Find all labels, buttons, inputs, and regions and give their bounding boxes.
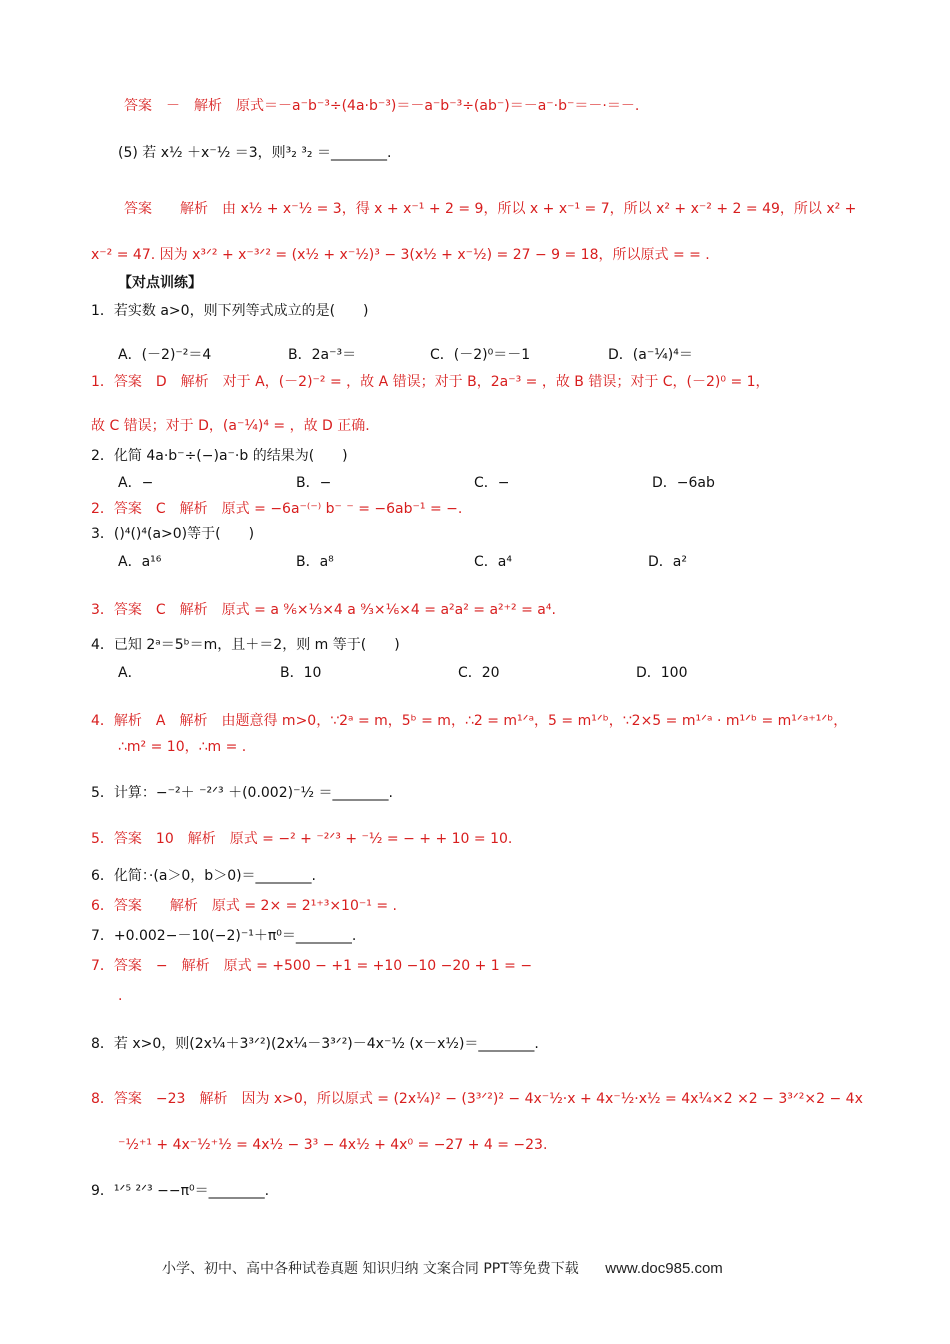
exercise-1: 1．若实数 a>0，则下列等式成立的是( ) bbox=[91, 303, 369, 319]
exercise-3-option-c: C．a⁴ bbox=[474, 554, 512, 570]
exercise-4: 4．已知 2ᵃ＝5ᵇ＝m，且＋＝2，则 m 等于( ) bbox=[91, 637, 400, 653]
question-5: (5) 若 x½ ＋x⁻½ ＝3，则³₂ ³₂ ＝________. bbox=[118, 145, 392, 161]
answer-5: 5．答案 10 解析 原式 = −² + ⁻²ᐟ³ + ⁻½ = − + + 10 = 10. bbox=[91, 831, 513, 847]
exercise-4-option-d: D．100 bbox=[636, 665, 688, 681]
answer-4-line-2: ∴m² = 10，∴m = . bbox=[118, 739, 247, 755]
exercise-4-option-b: B．10 bbox=[280, 665, 322, 681]
exercise-3: 3．()⁴()⁴(a>0)等于( ) bbox=[91, 526, 255, 542]
answer-7-tail: . bbox=[118, 988, 123, 1004]
exercise-1-option-b: B．2a⁻³＝ bbox=[288, 347, 357, 363]
exercise-2-option-b: B．− bbox=[296, 475, 332, 491]
exercise-4-option-c: C．20 bbox=[458, 665, 500, 681]
answer-6: 6．答案 解析 原式 = 2× = 2¹⁺³×10⁻¹ = . bbox=[91, 898, 397, 914]
answer-3: 3．答案 C 解析 原式 = a ⁹⁄₆×⅓×4 a ⁹⁄₃×⅙×4 = a²a² = a²⁺² = a⁴. bbox=[91, 602, 556, 618]
exercise-2: 2．化简 4a·b⁻÷(−)a⁻·b 的结果为( ) bbox=[91, 448, 348, 464]
exercise-6: 6．化简：·(a＞0，b＞0)＝________. bbox=[91, 868, 317, 884]
answer-1-line-2: 故 C 错误；对于 D，(a⁻¼)⁴ = ，故 D 正确. bbox=[91, 418, 370, 434]
answer-line-4: 答案 － 解析 原式＝－a⁻b⁻³÷(4a·b⁻³)＝－a⁻b⁻³÷(ab⁻)＝－a⁻·b⁻＝－·＝－. bbox=[124, 98, 640, 114]
answer-5-line-2: x⁻² = 47. 因为 x³ᐟ² + x⁻³ᐟ² = (x½ + x⁻½)³ − 3(x½ + x⁻½) = 27 − 9 = 18，所以原式 = = . bbox=[91, 247, 710, 263]
exercise-5: 5．计算：−⁻²＋ ⁻²ᐟ³ ＋(0.002)⁻½ ＝________. bbox=[91, 785, 393, 801]
exercise-1-option-c: C．(－2)⁰＝－1 bbox=[430, 347, 531, 363]
exercise-9: 9．¹ᐟ⁵ ²ᐟ³ −−π⁰＝________. bbox=[91, 1183, 270, 1199]
exercise-3-option-a: A．a¹⁶ bbox=[118, 554, 162, 570]
answer-8-line-2: ⁻½⁺¹ + 4x⁻½⁺½ = 4x½ − 3³ − 4x½ + 4x⁰ = −27 + 4 = −23. bbox=[118, 1137, 548, 1153]
exercise-2-option-c: C．− bbox=[474, 475, 510, 491]
exercise-8: 8．若 x>0，则(2x¼＋3³ᐟ²)(2x¼－3³ᐟ²)－4x⁻½ (x－x½)＝________. bbox=[91, 1036, 539, 1052]
answer-8-line-1: 8．答案 −23 解析 因为 x>0，所以原式 = (2x¼)² − (3³ᐟ²)² − 4x⁻½·x + 4x⁻½·x½ = 4x¼×2 ×2 − 3³ᐟ²×2 − 4x bbox=[91, 1091, 863, 1107]
answer-7: 7．答案 − 解析 原式 = +500 − +1 = +10 −10 −20 + 1 = − bbox=[91, 958, 533, 974]
page-footer bbox=[162, 1258, 723, 1278]
exercise-1-option-d: D．(a⁻¼)⁴＝ bbox=[608, 347, 693, 363]
answer-2: 2．答案 C 解析 原式 = −6a⁻⁽⁻⁾ b⁻ ⁻ = −6ab⁻¹ = −. bbox=[91, 501, 463, 517]
exercise-3-option-d: D．a² bbox=[648, 554, 687, 570]
answer-5-line-1: 答案 解析 由 x½ + x⁻½ = 3，得 x + x⁻¹ + 2 = 9，所以 x + x⁻¹ = 7，所以 x² + x⁻² + 2 = 49，所以 x² + bbox=[124, 201, 857, 217]
exercise-1-option-a: A．(－2)⁻²＝4 bbox=[118, 347, 212, 363]
answer-1-line-1: 1．答案 D 解析 对于 A，(－2)⁻² = ，故 A 错误；对于 B，2a⁻³ = ，故 B 错误；对于 C，(－2)⁰ = 1， bbox=[91, 374, 770, 390]
exercise-7: 7．+0.002−－10(−2)⁻¹＋π⁰＝________. bbox=[91, 928, 357, 944]
section-title: 【对点训练】 bbox=[118, 275, 202, 291]
answer-4-line-1: 4．解析 A 解析 由题意得 m>0，∵2ᵃ = m，5ᵇ = m，∴2 = m¹ᐟᵃ，5 = m¹ᐟᵇ，∵2×5 = m¹ᐟᵃ · m¹ᐟᵇ = m¹ᐟᵃ⁺¹ᐟᵇ， bbox=[91, 713, 848, 729]
exercise-3-option-b: B．a⁸ bbox=[296, 554, 334, 570]
footer-text: 小学、初中、高中各种试卷真题 知识归纳 文案合同 PPT等免费下载 bbox=[162, 1261, 579, 1277]
footer-link[interactable]: www.doc985.com bbox=[605, 1260, 723, 1277]
exercise-4-option-a: A． bbox=[118, 665, 142, 681]
exercise-2-option-a: A．− bbox=[118, 475, 154, 491]
exercise-2-option-d: D．−6ab bbox=[652, 475, 715, 491]
